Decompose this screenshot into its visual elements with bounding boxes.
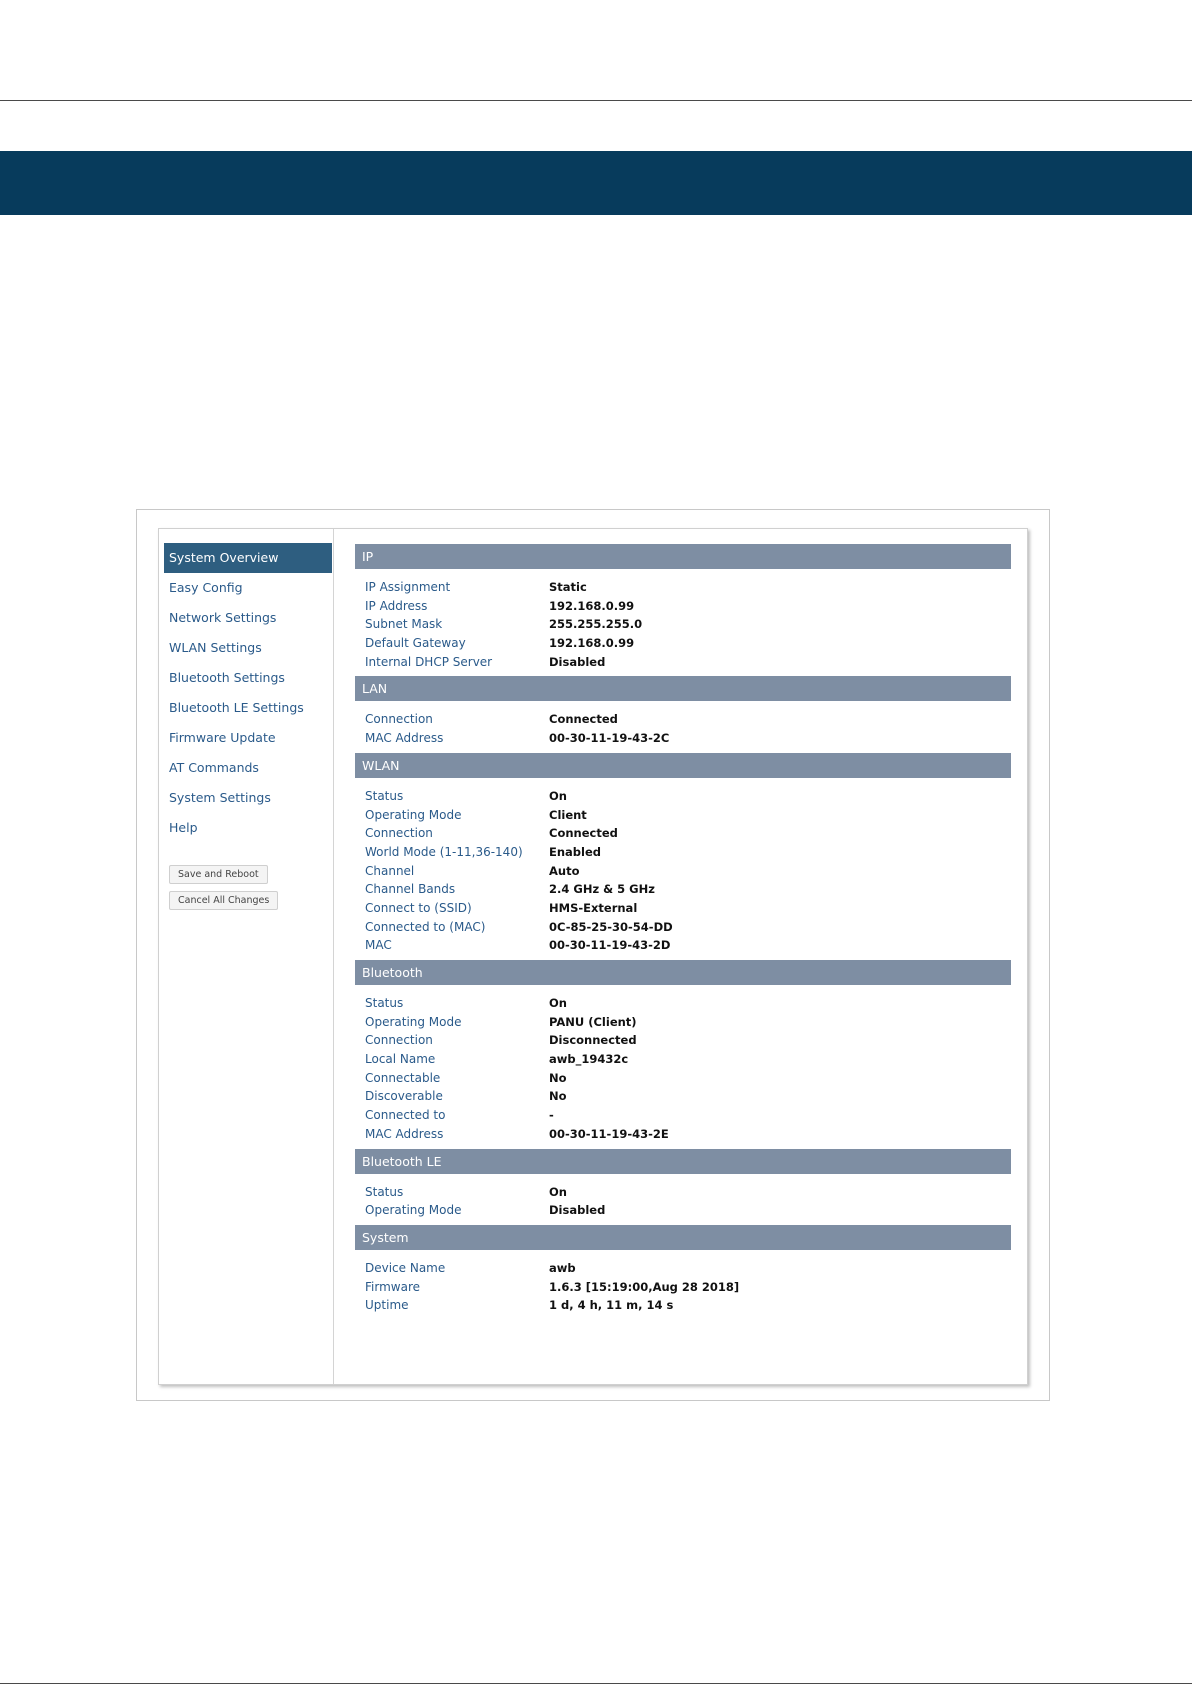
row-label: MAC Address [365,1126,444,1141]
section-rows [355,701,1011,752]
section-rows [355,1174,1011,1225]
info-row [365,1031,1011,1050]
info-row [365,862,1011,881]
section-system [355,1225,1011,1320]
row-value: No [549,1070,567,1085]
cancel-all-changes-button[interactable]: Cancel All Changes [169,891,278,910]
info-row [365,806,1011,825]
info-row [365,597,1011,616]
info-row [365,918,1011,937]
row-label: Connectable [365,1070,441,1085]
sidebar-item-wlan-settings[interactable]: WLAN Settings [169,640,262,655]
info-row [365,1201,1011,1220]
info-row [365,787,1011,806]
row-label: Uptime [365,1298,409,1313]
row-label: Connected to [365,1108,446,1123]
row-value: HMS-External [549,900,638,915]
sidebar-item-network-settings[interactable]: Network Settings [169,610,277,625]
section-header: WLAN [355,753,1011,778]
info-row [365,1183,1011,1202]
sidebar-item-bluetooth-settings[interactable]: Bluetooth Settings [169,670,285,685]
info-row [365,880,1011,899]
row-label: World Mode (1-11,36-140) [365,844,523,859]
row-value: Connected [549,712,618,727]
web-ui-window [158,528,1028,1385]
info-row [365,936,1011,955]
section-bluetooth-le [355,1149,1011,1225]
row-value: 255.255.255.0 [549,617,643,632]
sidebar-item-system-overview[interactable]: System Overview [164,543,332,573]
row-label: Connection [365,1033,433,1048]
info-row [365,1125,1011,1144]
section-rows [355,1250,1011,1320]
info-row [365,729,1011,748]
info-row [365,994,1011,1013]
row-value: On [549,996,567,1010]
document-banner [0,151,1192,215]
row-value: awb [549,1260,576,1275]
row-value: Auto [549,863,580,878]
row-label: Status [365,788,404,803]
section-header: Bluetooth [355,960,1011,985]
section-header: IP [355,544,1011,569]
row-label: MAC Address [365,731,444,746]
row-value: Static [549,580,587,594]
info-row [365,634,1011,653]
info-row [365,843,1011,862]
row-value: 2.4 GHz & 5 GHz [549,882,655,897]
row-value: 192.168.0.99 [549,598,635,613]
row-label: IP Assignment [365,580,451,594]
row-label: Connect to (SSID) [365,900,472,915]
row-label: Channel Bands [365,882,456,897]
row-value: Enabled [549,844,602,859]
row-value: On [549,1184,567,1199]
info-row [365,824,1011,843]
row-value: PANU (Client) [549,1014,637,1029]
row-label: Operating Mode [365,807,462,822]
row-value: - [549,1108,554,1123]
row-label: IP Address [365,598,428,613]
info-row [365,1106,1011,1125]
sidebar-nav [159,529,334,1384]
section-lan [355,676,1011,752]
section-bluetooth [355,960,1011,1149]
section-header: System [355,1225,1011,1250]
info-row [365,653,1011,672]
row-label: Internal DHCP Server [365,654,493,669]
row-label: Firmware [365,1279,420,1294]
section-rows [355,569,1011,676]
sidebar-item-easy-config[interactable]: Easy Config [169,580,243,595]
section-ip [355,544,1011,676]
row-value: 00-30-11-19-43-2C [549,731,670,746]
row-value: 00-30-11-19-43-2E [549,1126,669,1141]
section-rows [355,778,1011,960]
sidebar-item-bluetooth-le-settings[interactable]: Bluetooth LE Settings [169,700,304,715]
sidebar-item-system-settings[interactable]: System Settings [169,790,271,805]
row-label: Operating Mode [365,1203,462,1218]
row-label: Local Name [365,1052,436,1067]
sidebar-item-at-commands[interactable]: AT Commands [169,760,259,775]
page-bottom-rule [0,1683,1192,1684]
info-row [365,615,1011,634]
row-value: 1 d, 4 h, 11 m, 14 s [549,1298,674,1313]
section-rows [355,985,1011,1149]
row-label: Channel [365,863,415,878]
row-value: Disabled [549,1203,606,1218]
row-value: 0C-85-25-30-54-DD [549,919,673,934]
row-value: Client [549,807,587,822]
row-label: Device Name [365,1260,446,1275]
info-row [365,1087,1011,1106]
info-row [365,1050,1011,1069]
row-label: Subnet Mask [365,617,443,632]
row-value: Disconnected [549,1033,637,1048]
row-value: 1.6.3 [15:19:00,Aug 28 2018] [549,1279,740,1294]
info-row [365,710,1011,729]
info-row [365,899,1011,918]
info-row [365,1296,1011,1315]
info-row [365,1259,1011,1278]
row-label: Status [365,996,404,1010]
row-value: On [549,788,567,803]
row-label: Status [365,1184,404,1199]
info-row [365,1069,1011,1088]
row-label: Discoverable [365,1089,443,1104]
section-wlan [355,753,1011,960]
row-value: 00-30-11-19-43-2D [549,938,671,953]
row-value: Disabled [549,654,606,669]
row-label: Connection [365,712,433,727]
sidebar-item-help[interactable]: Help [169,820,198,835]
row-value: No [549,1089,567,1104]
screenshot-frame [136,509,1050,1401]
info-row [365,578,1011,597]
page-top-rule [0,100,1192,101]
row-label: Connected to (MAC) [365,919,486,934]
section-header: LAN [355,676,1011,701]
row-label: Operating Mode [365,1014,462,1029]
row-label: MAC [365,938,392,953]
row-value: Connected [549,826,618,841]
overview-content [355,544,1011,1320]
info-row [365,1278,1011,1297]
row-value: 192.168.0.99 [549,636,635,651]
info-row [365,1013,1011,1032]
save-and-reboot-button[interactable]: Save and Reboot [169,865,268,884]
row-label: Connection [365,826,433,841]
row-value: awb_19432c [549,1052,629,1067]
section-header: Bluetooth LE [355,1149,1011,1174]
sidebar-item-firmware-update[interactable]: Firmware Update [169,730,276,745]
row-label: Default Gateway [365,636,466,651]
